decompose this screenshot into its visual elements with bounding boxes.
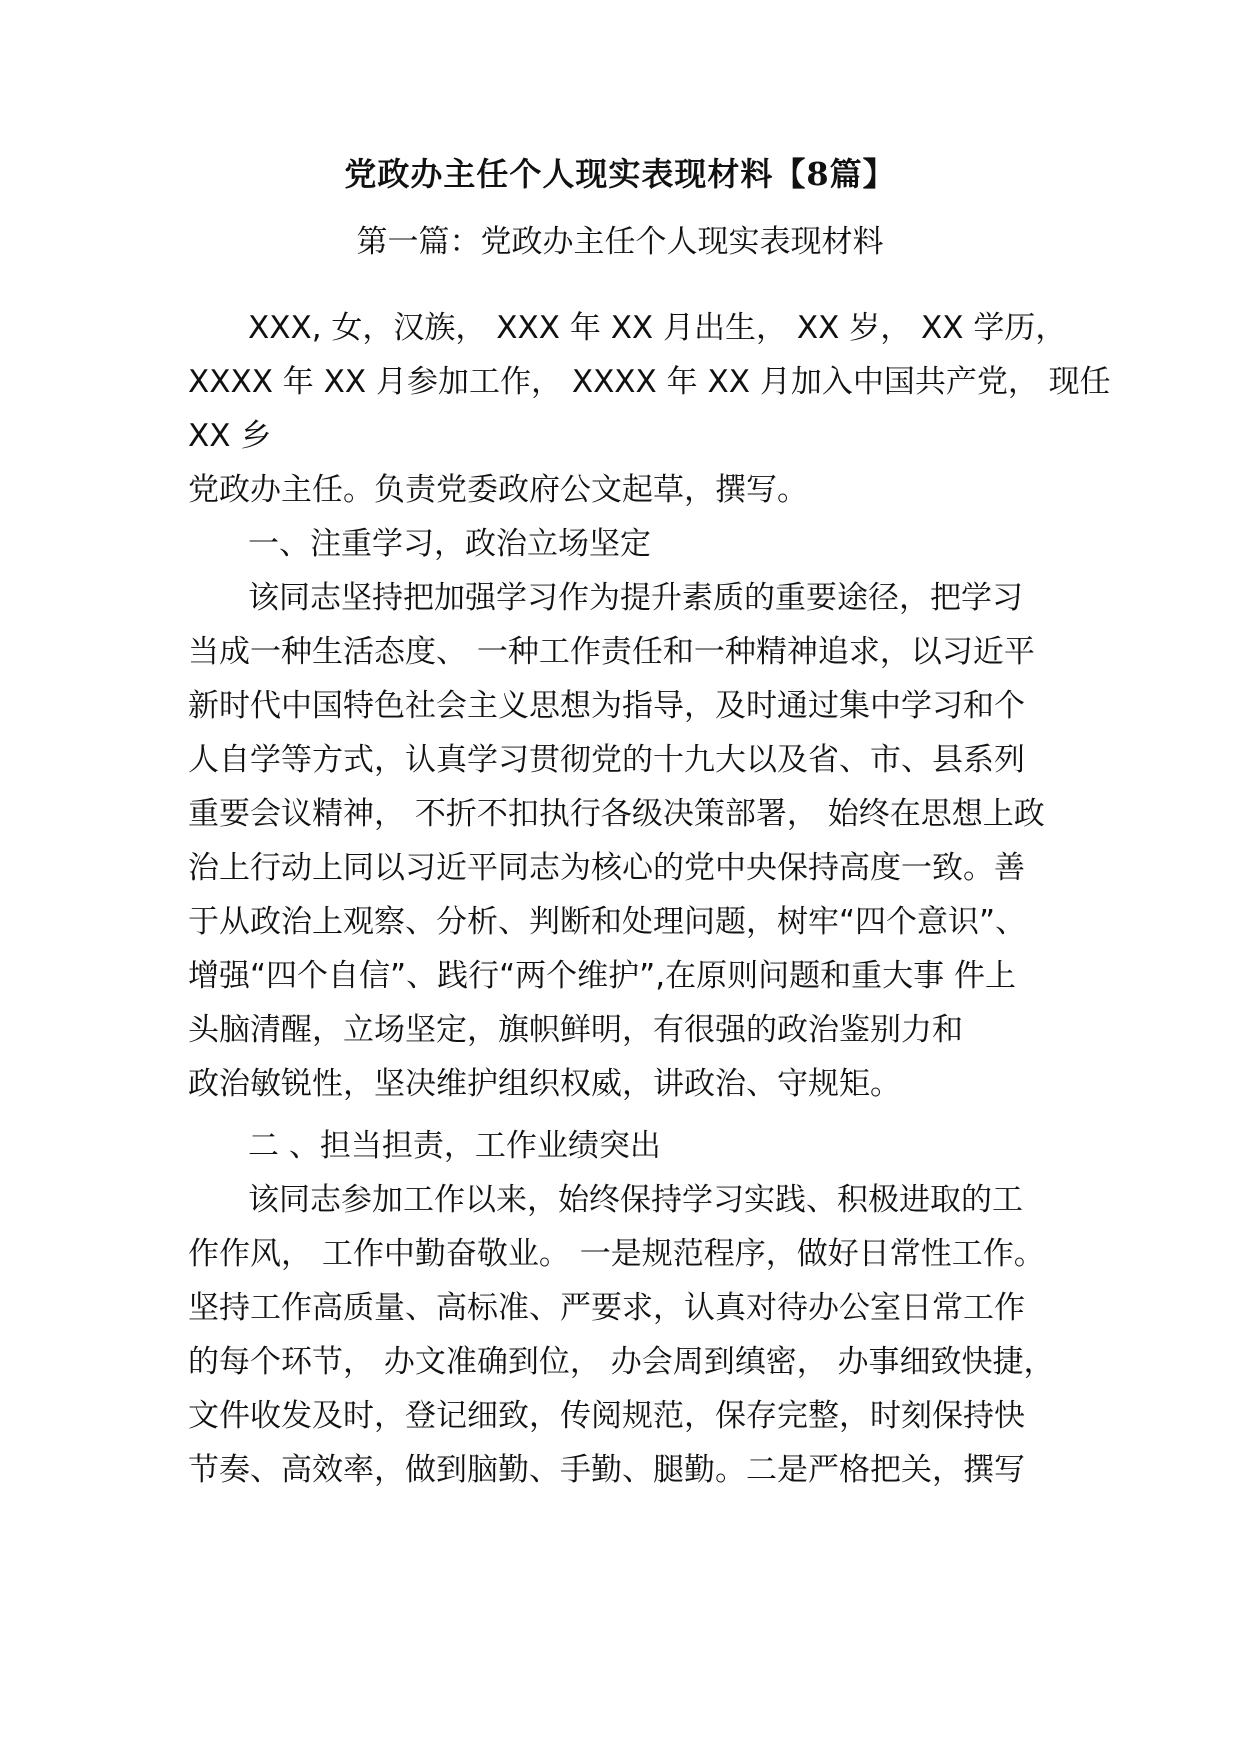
section-heading: 二 、担当担责，工作业绩突出 <box>248 1128 661 1164</box>
document-subtitle: 第一篇：党政办主任个人现实表现材料 <box>356 224 884 260</box>
paragraph-line: 当成一种生活态度、 一种工作责任和一种精神追求，以习近平 <box>188 634 1035 670</box>
paragraph-line: 人自学等方式，认真学习贯彻党的十九大以及省、市、县系列 <box>188 742 1025 778</box>
paragraph-line: 党政办主任。负责党委政府公文起草，撰写。 <box>188 472 808 508</box>
paragraph-line: 该同志坚持把加强学习作为提升素质的重要途径，把学习 <box>248 580 1023 616</box>
paragraph-line: 节奏、高效率，做到脑勤、手勤、腿勤。二是严格把关，撰写 <box>188 1452 1025 1488</box>
section-heading: 一、注重学习，政治立场坚定 <box>248 526 651 562</box>
paragraph-line: 重要会议精神， 不折不扣执行各级决策部署， 始终在思想上政 <box>188 796 1045 832</box>
paragraph-line: 文件收发及时，登记细致，传阅规范，保存完整，时刻保持快 <box>188 1398 1025 1434</box>
paragraph-line: 作作风， 工作中勤奋敬业。 一是规范程序，做好日常性工作。 <box>188 1236 1045 1272</box>
paragraph-line: 的每个环节， 办文准确到位， 办会周到缜密， 办事细致快捷， <box>188 1344 1055 1380</box>
paragraph-line: 该同志参加工作以来，始终保持学习实践、积极进取的工 <box>248 1182 1023 1218</box>
paragraph-line: 增强“四个自信”、践行“两个维护”,在原则问题和重大事 件上 <box>188 958 1016 994</box>
paragraph-line: 头脑清醒，立场坚定，旗帜鲜明，有很强的政治鉴别力和 <box>188 1012 963 1048</box>
paragraph-line: XXXX 年 XX 月参加工作， XXXX 年 XX 月加入中国共产党， 现任 <box>188 364 1111 400</box>
paragraph-line: XXX, 女，汉族， XXX 年 XX 月出生， XX 岁， XX 学历， <box>248 310 1067 346</box>
paragraph-line: 于从政治上观察、分析、判断和处理问题，树牢“四个意识”、 <box>188 904 1027 940</box>
document-title: 党政办主任个人现实表现材料【8篇】 <box>344 155 896 193</box>
paragraph-line: XX 乡 <box>188 418 272 454</box>
paragraph-line: 治上行动上同以习近平同志为核心的党中央保持高度一致。善 <box>188 850 1025 886</box>
paragraph-line: 坚持工作高质量、高标准、严要求，认真对待办公室日常工作 <box>188 1290 1025 1326</box>
paragraph-line: 新时代中国特色社会主义思想为指导，及时通过集中学习和个 <box>188 688 1025 724</box>
paragraph-line: 政治敏锐性，坚决维护组织权威，讲政治、守规矩。 <box>188 1066 901 1102</box>
